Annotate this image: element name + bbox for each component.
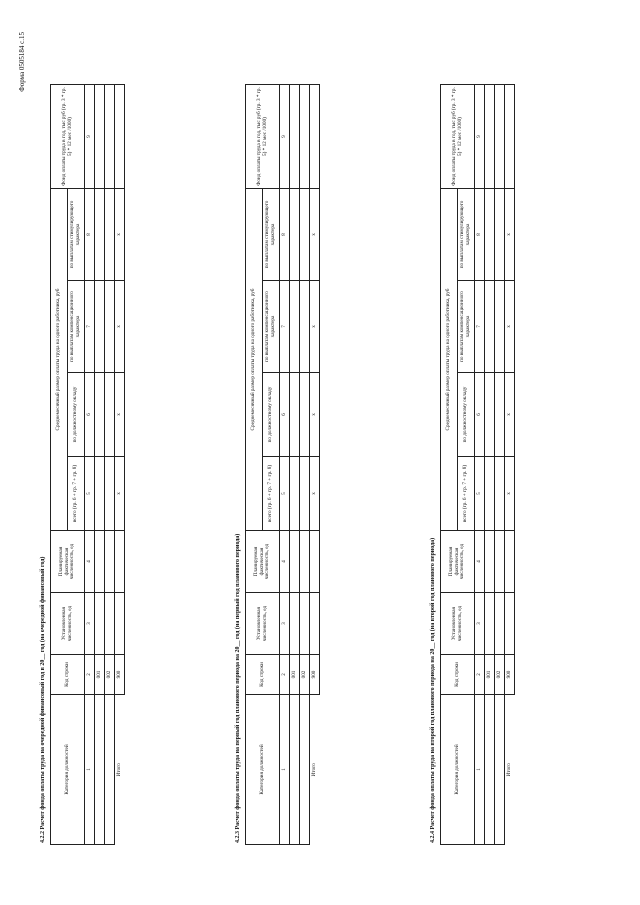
total-code: 900 (505, 655, 515, 695)
header-planned: Планируемая фактическая численность, ед (441, 531, 475, 593)
data-cell[interactable] (485, 85, 495, 189)
total-cell[interactable]: x (310, 457, 320, 531)
header-established: Установленная численность, ед (246, 593, 280, 655)
data-cell[interactable] (95, 457, 105, 531)
column-number: 9 (280, 85, 290, 189)
table-row (95, 85, 105, 845)
column-number: 6 (280, 373, 290, 457)
data-cell[interactable] (290, 457, 300, 531)
data-cell[interactable] (290, 531, 300, 593)
header-salary: по должностному окладу (263, 373, 280, 457)
row-code: 001 (290, 655, 300, 695)
table-row (495, 85, 505, 845)
table-row (105, 85, 115, 845)
total-cell[interactable]: x (115, 457, 125, 531)
total-cell[interactable]: x (505, 457, 515, 531)
row-code: 001 (95, 655, 105, 695)
total-label: Итого (115, 763, 122, 777)
data-cell[interactable] (95, 531, 105, 593)
data-cell[interactable] (290, 373, 300, 457)
row-code: 002 (495, 655, 505, 695)
header-salary: по должностному окладу (68, 373, 85, 457)
data-cell[interactable] (485, 531, 495, 593)
total-cell[interactable]: x (310, 189, 320, 281)
data-cell[interactable] (300, 373, 310, 457)
fund-table (50, 84, 125, 845)
data-cell[interactable] (300, 85, 310, 189)
data-cell[interactable] (95, 189, 105, 281)
column-number: 5 (475, 457, 485, 531)
data-cell[interactable] (105, 531, 115, 593)
total-cell[interactable] (115, 85, 125, 189)
table-row (290, 85, 300, 845)
data-cell[interactable] (105, 85, 115, 189)
column-number-row (475, 85, 485, 845)
data-cell[interactable] (300, 593, 310, 655)
data-cell[interactable] (105, 593, 115, 655)
header-planned: Планируемая фактическая численность, ед (51, 531, 85, 593)
column-number: 2 (85, 655, 95, 695)
data-cell[interactable] (300, 457, 310, 531)
section-title: 4.2.2 Расчет фонда оплаты труда на очередной финансовый год в 20__ год (на очередной финансовый год) (40, 556, 46, 843)
fund-table (245, 84, 320, 845)
header-category: Категория должностей (441, 695, 475, 845)
header-salary: по должностному окладу (458, 373, 475, 457)
category-cell[interactable] (485, 695, 495, 845)
column-number: 8 (280, 189, 290, 281)
column-number: 2 (475, 655, 485, 695)
total-row (310, 85, 320, 845)
column-number: 9 (85, 85, 95, 189)
header-row (441, 85, 458, 845)
total-cell[interactable] (310, 593, 320, 655)
data-cell[interactable] (105, 281, 115, 373)
data-cell[interactable] (300, 531, 310, 593)
header-compensation: по выплатам компенсационного характера (458, 281, 475, 373)
header-compensation: по выплатам компенсационного характера (263, 281, 280, 373)
data-cell[interactable] (485, 189, 495, 281)
section-title: 4.2.4 Расчет фонда оплаты труда на второй год планового периода на 20__ год (на второй год планового периода) (430, 537, 436, 843)
data-cell[interactable] (485, 281, 495, 373)
total-code: 900 (310, 655, 320, 695)
header-stimulus: по выплатам стимулирующего характера (68, 189, 85, 281)
column-number: 2 (280, 655, 290, 695)
header-stimulus: по выплатам стимулирующего характера (458, 189, 475, 281)
data-cell[interactable] (105, 457, 115, 531)
header-code: Код строки (246, 655, 280, 695)
row-code: 001 (485, 655, 495, 695)
total-cell[interactable]: x (115, 373, 125, 457)
table-row (485, 85, 495, 845)
total-cell[interactable]: x (115, 189, 125, 281)
data-cell[interactable] (485, 457, 495, 531)
data-cell[interactable] (300, 189, 310, 281)
data-cell[interactable] (495, 281, 505, 373)
fund-table (440, 84, 515, 845)
header-average-group: Среднемесячный размер оплаты труда на одного работника, руб (246, 189, 263, 531)
header-row (51, 85, 68, 845)
data-cell[interactable] (95, 593, 105, 655)
data-cell[interactable] (95, 281, 105, 373)
data-cell[interactable] (495, 531, 505, 593)
data-cell[interactable] (495, 189, 505, 281)
column-number: 5 (85, 457, 95, 531)
total-label: Итого (505, 763, 512, 777)
column-number-row (280, 85, 290, 845)
total-cell[interactable] (310, 531, 320, 593)
data-cell[interactable] (290, 85, 300, 189)
column-number: 3 (280, 593, 290, 655)
total-label: Итого (310, 763, 317, 777)
form-code: Форма 0505184 с.15 (18, 32, 26, 92)
header-fund: Фонд оплаты труда в год, тыс руб (гр. 3 * гр. 5) * 12 мес /1000) (51, 85, 85, 189)
header-established: Установленная численность, ед (441, 593, 475, 655)
total-cell[interactable] (505, 85, 515, 189)
header-category: Категория должностей (51, 695, 85, 845)
category-cell[interactable] (105, 695, 115, 845)
column-number: 1 (85, 695, 95, 845)
column-number: 5 (280, 457, 290, 531)
column-number: 7 (85, 281, 95, 373)
data-cell[interactable] (495, 373, 505, 457)
column-number: 3 (85, 593, 95, 655)
data-cell[interactable] (290, 281, 300, 373)
row-code: 002 (300, 655, 310, 695)
category-cell[interactable] (300, 695, 310, 845)
header-total: всего (гр. 6 + гр. 7 + гр. 8) (263, 457, 280, 531)
row-code: 002 (105, 655, 115, 695)
column-number: 4 (475, 531, 485, 593)
data-cell[interactable] (495, 457, 505, 531)
header-average-group: Среднемесячный размер оплаты труда на одного работника, руб (51, 189, 68, 531)
total-cell[interactable] (505, 593, 515, 655)
category-cell[interactable] (95, 695, 105, 845)
section-title: 4.2.3 Расчет фонда оплаты труда на первый год планового периода на 20__ год (на первый год планового периода) (235, 533, 241, 843)
table-row (300, 85, 310, 845)
header-total: всего (гр. 6 + гр. 7 + гр. 8) (68, 457, 85, 531)
total-cell[interactable] (505, 531, 515, 593)
column-number: 1 (475, 695, 485, 845)
column-number: 6 (475, 373, 485, 457)
header-total: всего (гр. 6 + гр. 7 + гр. 8) (458, 457, 475, 531)
header-fund: Фонд оплаты труда в год, тыс руб (гр. 3 * гр. 5) * 12 мес /1000) (246, 85, 280, 189)
header-average-group: Среднемесячный размер оплаты труда на одного работника, руб (441, 189, 458, 531)
data-cell[interactable] (300, 281, 310, 373)
data-cell[interactable] (105, 189, 115, 281)
category-cell[interactable] (495, 695, 505, 845)
data-cell[interactable] (95, 373, 105, 457)
total-cell[interactable] (115, 593, 125, 655)
fund-section (235, 75, 320, 845)
column-number-row (85, 85, 95, 845)
column-number: 6 (85, 373, 95, 457)
total-cell[interactable]: x (310, 373, 320, 457)
total-cell[interactable]: x (505, 373, 515, 457)
total-cell[interactable] (115, 531, 125, 593)
column-number: 8 (475, 189, 485, 281)
header-fund: Фонд оплаты труда в год, тыс руб (гр. 3 * гр. 5) * 12 мес /1000) (441, 85, 475, 189)
data-cell[interactable] (485, 593, 495, 655)
data-cell[interactable] (290, 189, 300, 281)
column-number: 9 (475, 85, 485, 189)
total-cell[interactable]: x (505, 281, 515, 373)
column-number: 8 (85, 189, 95, 281)
data-cell[interactable] (290, 593, 300, 655)
header-row (246, 85, 263, 845)
header-category: Категория должностей (246, 695, 280, 845)
header-planned: Планируемая фактическая численность, ед (246, 531, 280, 593)
data-cell[interactable] (95, 85, 105, 189)
column-number: 3 (475, 593, 485, 655)
column-number: 4 (85, 531, 95, 593)
column-number: 7 (280, 281, 290, 373)
header-code: Код строки (441, 655, 475, 695)
total-cell[interactable]: x (505, 189, 515, 281)
header-code: Код строки (51, 655, 85, 695)
fund-section (430, 75, 515, 845)
total-code: 900 (115, 655, 125, 695)
total-row (115, 85, 125, 845)
category-cell[interactable] (290, 695, 300, 845)
header-compensation: по выплатам компенсационного характера (68, 281, 85, 373)
header-established: Установленная численность, ед (51, 593, 85, 655)
total-cell[interactable]: x (115, 281, 125, 373)
total-row (505, 85, 515, 845)
fund-section (40, 75, 125, 845)
data-cell[interactable] (485, 373, 495, 457)
column-number: 7 (475, 281, 485, 373)
column-number: 1 (280, 695, 290, 845)
total-cell[interactable] (310, 85, 320, 189)
total-cell[interactable]: x (310, 281, 320, 373)
data-cell[interactable] (495, 593, 505, 655)
data-cell[interactable] (105, 373, 115, 457)
column-number: 4 (280, 531, 290, 593)
header-stimulus: по выплатам стимулирующего характера (263, 189, 280, 281)
data-cell[interactable] (495, 85, 505, 189)
